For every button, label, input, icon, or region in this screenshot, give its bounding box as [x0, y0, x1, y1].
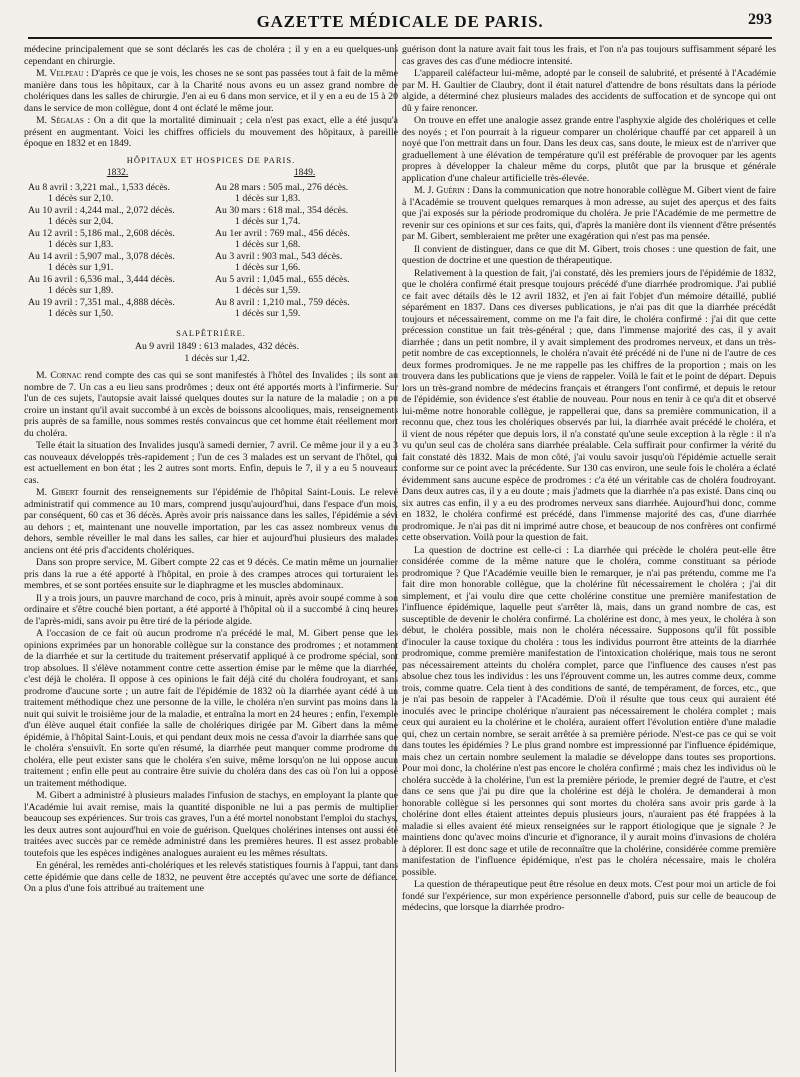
paragraph: médecine principalement que se sont déclarés les cas de choléra ; il y en a eu quelques-uns cependant en chirurgie.: [24, 44, 398, 67]
stats-row: [24, 274, 398, 297]
left-column: [24, 44, 398, 1074]
stats-1849-entry: Au 1er avril : 769 mal., 456 décès.: [215, 227, 350, 239]
stats-row: [24, 205, 398, 228]
stats-row: [24, 228, 398, 251]
speaker-name: M. Gibert: [36, 487, 79, 498]
stats-row: [24, 182, 398, 205]
stats-1832-ratio: 1 décès sur 1,83.: [48, 239, 114, 250]
stats-row: [24, 297, 398, 320]
stats-1832-ratio: 1 décès sur 2,04.: [48, 216, 114, 227]
stats-1849-entry: Au 3 avril : 903 mal., 543 décès.: [215, 250, 343, 262]
right-column: [402, 44, 776, 1074]
stats-1832-entry: Au 14 avril : 5,907 mal., 3,078 décès.: [28, 250, 175, 262]
stats-1849-entry: Au 8 avril : 1,210 mal., 759 décès.: [215, 296, 350, 308]
stats-1832-entry: Au 16 avril : 6,536 mal., 3,444 décès.: [28, 273, 175, 285]
paragraph: Il y a trois jours, un pauvre marchand de coco, pris à minuit, après avoir soupé comme à son ordinaire et s'être couché bien portant, a été apporté à l'hôpital où il a succombé à cinq heures de l'après-midi, sans avoir pu être tiré de la période algide.: [24, 592, 398, 627]
paragraph-text: fournit des renseignements sur l'épidémie de l'hôpital Saint-Louis. Le relevé administratif qui commence au 10 mars, comprend jusqu'aujourd'hui, dans l'espace d'un mois, par conséquent, 60 cas et 36 décès. Après avoir pris naissance dans les salles, l'épidémie a sévi au dehors ; et, maintenant une nouvelle importation, par les cas assez nombreux venus du dehors, semble réveiller le mal dans les salles, car hier et aujourd'hui plusieurs des malades anciens ont été pris d'accidents cholériques.: [24, 487, 398, 556]
paragraph-text: rend compte des cas qui se sont manifestés à l'hôtel des Invalides ; ils sont au nombre de 7. Un cas a eu lieu sans prodrômes ; deux ont été apportés morts à l'infirmerie. Sur l'un de ces sujets, l'autopsie avait laissé quelques doutes sur la nature de la maladie ; on a pu croire un instant qu'il avait succombé à un excès de boissons alcooliques, mais, renseignements pris auprès de sa famille, nous sommes restés convaincus que cet homme était réellement mort du choléra.: [24, 370, 398, 439]
stats-1832-entry: Au 8 avril : 3,221 mal., 1,533 décès.: [28, 181, 170, 193]
paragraph: [24, 487, 398, 556]
paragraph: En général, les remèdes anti-cholériques et les relevés statistiques fournis à l'appui, tant dans cette épidémie que dans celle de 1832, ne peuvent être acceptés qu'avec une sorte de défiance. On a plus d'une fois attribué au traitement une: [24, 860, 398, 894]
paragraph: guérison dont la nature avait fait tous les frais, et l'on n'a pas toujours suffisamment séparé les cas graves des cas d'une médiocre intensité.: [402, 44, 776, 67]
paragraph: [402, 185, 776, 243]
paragraph: [24, 370, 398, 439]
stats-table: [24, 182, 398, 320]
page-header: [28, 4, 772, 40]
paragraph: [24, 68, 398, 114]
paragraph: La question de thérapeutique peut être résolue en deux mots. C'est pour moi un article de foi fondé sur l'expérience, sur mon expérience personnelle d'abord, puis sur celle de beaucoup de médecins, que lorsque la diarrhée prodro-: [402, 879, 776, 913]
stats-1849-ratio: 1 décès sur 1,59.: [235, 308, 301, 319]
stats-1849-ratio: 1 décès sur 1,59.: [235, 285, 301, 296]
stats-1832-entry: Au 19 avril : 7,351 mal., 4,888 décès.: [28, 296, 175, 308]
salpetriere-title: SALPÊTRIÈRE.: [176, 327, 246, 338]
year-1849: 1849.: [293, 168, 316, 178]
stats-1832-ratio: 1 décès sur 1,50.: [48, 308, 114, 319]
paragraph: Relativement à la question de fait, j'ai constaté, dès les premiers jours de l'épidémie de 1832, que le choléra confirmé était presque toujours précédé d'une diarrhée prodromique. J'ai publié ce fait avec détails dès le 12 avril 1832, et j'en ai fait l'objet d'un mémoire détaillé, publié séparément en 1837. Dans ces diverses publications, je n'ai pas dit que la diarrhée précédât toujours et nécessairement, comme on me l'a fait dire, le choléra confirmé : j'ai dit que cette précession constitue un fait très-général ; que, dans l'immense majorité des cas, il y avait diarrhée ; dans un petit nombre, il y avait simplement des prodromes nerveux, et dans un très-petit nombre de cas exceptionnels, le choléra n'avait été précédé ni de l'une ni de l'autre de ces deux formes prodromiques. Je ne me rappelle pas les chiffres de la proportion ; mais on les trouvera dans les publications que je viens de rappeler. Voilà le fait et le point de départ. Depuis lors un très-grand nombre de médecins français et étrangers l'ont confirmé, et depuis le retour de l'épidémie, son évidence s'est établie de nouveau. Pour nous en tenir à ce qu'a dit et observé lui-même notre honorable collègue, je rappellerai que, dans sa première communication, il a reconnu que, chez tous les cholériques observés par lui, la diarrhée avait précédé le choléra, et il vient de nous répéter que depuis lors, il n'a constaté qu'une seule exception à la règle : il n'a vu qu'un seul cas de choléra sans diarrhée préalable. Cela suffirait pour confirmer la vérité du fait constaté dès 1832. Mais de mon côté, j'ai voulu savoir jusqu'où l'épidémie actuelle serait conforme sur ce point avec la précédente. Sur 130 cas environ, une seule fois le choléra a éclaté évidemment sans aucune espèce de prodromes : c'a été un véritable cas de choléra foudroyant. Dans deux autres cas, il y a eu doute ; mais j'admets que la diarrhée n'a pas existé. Dans cinq ou six autres cas enfin, il y a eu des prodromes nerveux sans diarrhée. Aujourd'hui donc, comme en 1832, le choléra confirmé est précédé, dans l'immense majorité des cas, d'une diarrhée prodromique. Je n'ai pas dit ni imprimé autre chose, et beaucoup de nos confrères ont confirmé cette observation. Voilà pour la question de fait.: [402, 267, 776, 543]
speaker-name: M. Velpeau: [36, 68, 84, 79]
stats-table-header: [24, 168, 398, 180]
stats-1832-ratio: 1 décès sur 1,89.: [48, 285, 114, 296]
paragraph-text: : On a dit que la mortalité diminuait ; cela n'est pas exact, elle a été jusqu'à présent en augmentant. Voici les chiffres officiels du mouvement des hôpitaux, à pareille époque en 1832 et en 1849.: [24, 115, 398, 149]
stats-table-title: HÔPITAUX ET HOSPICES DE PARIS.: [126, 154, 296, 165]
stats-1832-entry: Au 10 avril : 4,244 mal., 2,072 décès.: [28, 204, 175, 216]
stats-1849-ratio: 1 décès sur 1,68.: [235, 239, 301, 250]
stats-1849-entry: Au 28 mars : 505 mal., 276 décès.: [215, 181, 349, 193]
running-title: GAZETTE MÉDICALE DE PARIS.: [256, 12, 544, 31]
paragraph: L'appareil caléfacteur lui-même, adopté par le conseil de salubrité, et présenté à l'Académie par M. H. Gaultier de Claubry, dont il était naturel d'attendre de bons résultats dans la période algide, a déterminé chez plusieurs malades des accidents de suffocation et de syncope qui ont dû y faire renoncer.: [402, 68, 776, 114]
stats-1849-ratio: 1 décès sur 1,74.: [235, 216, 301, 227]
paragraph: Il convient de distinguer, dans ce que dit M. Gibert, trois choses : une question de fait, une question de doctrine et une question de thérapeutique.: [402, 243, 776, 266]
paragraph: La question de doctrine est celle-ci : La diarrhée qui précède le choléra peut-elle être considérée comme de la même nature que le choléra, comme constituant sa période prodromique ? Que l'Académie veuille bien le remarquer, je n'ai pas prétendu, comme me l'a fait dire mon honorable collègue, que la cholérine fût nécessairement le choléra ; j'ai dit simplement, et j'ai voulu dire que cette cholérine constitue une première manifestation de l'influence épidémique, laquelle peut s'arrêter là, mais, dans un grand nombre de cas, est susceptible de devenir le choléra confirmé. La cholérine est donc, à mes yeux, le choléra à son début, le choléra possible, mais non le choléra nécessaire. Supposons qu'il fût possible d'inoculer la cause toxique du choléra : tous les individus pourront être atteints de la diarrhée prodromique, comme première manifestation de l'intoxication cholérique, mais tous ne seront pas nécessairement atteints du choléra complet, parce que l'influence des causes n'est pas absolue chez tous les individus : les uns l'éprouvent comme un, les autres comme deux, comme trois, comme quatre. Cela tient à des conditions de santé, de tempérament, de forces, etc., que je n'ai pas besoin de rappeler à l'Académie. D'où il résulte que tous ceux qui auraient été inoculés avec le principe cholérique n'auraient pas nécessairement le choléra complet ; mais ceux qui auraient eu la cholérine et le choléra, auraient offert l'évolution entière d'une maladie qui, chez un certain nombre, se serait arrêtée à sa première période. N'est-ce pas ce qui se voit dans toutes les épidémies ? Le plus grand nombre est impressionné par l'influence épidémique, mais chez un certain nombre seulement la maladie se développe dans toutes ses proportions. Pour moi donc, la cholérine n'est pas encore le choléra confirmé ; mais chez les individus où le choléra succède à la cholérine, l'un est la première période, le premier degré de l'autre, et c'est dans ce sens que j'ai pu dire que la cholérine est déjà le choléra. Je demanderai à mon honorable collègue si les personnes qui sont mortes du choléra sans avoir pris garde à la cholérine dont elles étaient atteintes depuis plusieurs jours, n'auraient pas été frappées à la maladie si elles avaient été mieux renseignées sur le rapport étiologique que je signale ? Je maintiens donc qu'avec moins d'incurie et d'ignorance, il y aurait moins d'invasions de choléra à déplorer. Il est donc sage et utile de reconnaître que la cholérine, considérée comme première manifestation de l'influence épidémique, n'est pas le choléra nécessaire, mais le choléra possible.: [402, 544, 776, 878]
salpetriere-ratio: 1 décès sur 1,42.: [184, 352, 250, 364]
stats-1849-ratio: 1 décès sur 1,66.: [235, 262, 301, 273]
stats-1832-ratio: 1 décès sur 1,91.: [48, 262, 114, 273]
column-divider: [395, 44, 396, 1072]
salpetriere-stats: Au 9 avril 1849 : 613 malades, 432 décès.: [134, 341, 300, 352]
stats-1832-entry: Au 12 avril : 5,186 mal., 2,608 décès.: [28, 227, 175, 239]
stats-1849-entry: Au 30 mars : 618 mal., 354 décès.: [215, 204, 349, 216]
paragraph: M. Gibert a administré à plusieurs malades l'infusion de stachys, en employant la plante que l'Académie lui avait remise, mais la quantité disponible ne lui a pas permis de multiplier beaucoup ses expériences. Sur trois cas graves, l'un a été mortel nonobstant l'emploi du stachys, les deux autres sont aujourd'hui en voie de guérison. Quelques cholérines intenses ont aussi été traitées avec succès par ce remède administré dans les premières heures. Il est assez probable toutefois que les espèces indigènes analogues auraient eu les mêmes résultats.: [24, 790, 398, 859]
paragraph-text: : D'après ce que je vois, les choses ne se sont pas passées tout à fait de la même manière dans tous les hôpitaux, car à la Charité nous avons eu un assez grand nombre de cholériques dans les salles de chirurgie. J'en ai eu 6 dans mon service, et il y en a eu de 15 à 20 dans le service de mon collègue, dont 4 ont éclaté le même jour.: [24, 68, 398, 114]
stats-1849-ratio: 1 décès sur 1,83.: [235, 193, 301, 204]
speaker-name: M. Cornac: [36, 370, 82, 381]
stats-1849-entry: Au 5 avril : 1,045 mal., 655 décès.: [215, 273, 350, 285]
speaker-name: M. J. Guérin: [414, 185, 465, 196]
paragraph: On trouve en effet une analogie assez grande entre l'asphyxie algide des cholériques et celle des noyés ; et l'on pourrait à la rigueur comparer un cholérique chauffé par cet appareil à un noyé que l'on mettrait dans un four. Dans les deux cas, sans doute, le mieux est de n'arriver que graduellement à une élévation de température qu'il est préférable de provoquer par les agents propres à développer la chaleur même du corps, plutôt que par la brusque et générale application d'une chaleur artificielle très-élevée.: [402, 115, 776, 184]
header-rule: [28, 37, 772, 39]
paragraph: Telle était la situation des Invalides jusqu'à samedi dernier, 7 avril. Ce même jour il y a eu 3 cas nouveaux développés très-rapidement ; l'un de ces 3 malades est un servant de l'hôtel, qui est actuellement en bon état ; les 2 autres sont morts. Enfin, depuis le 7, il y a eu 5 nouveaux cas.: [24, 440, 398, 486]
page-number: 293: [748, 11, 772, 28]
stats-1832-ratio: 1 décès sur 2,10.: [48, 193, 114, 204]
year-1832: 1832.: [106, 168, 129, 178]
stats-row: [24, 251, 398, 274]
paragraph: Dans son propre service, M. Gibert compte 22 cas et 9 décès. Ce matin même un journalier pris dans la rue a été apporté à l'hôpital, en proie à des crampes atroces qui torturaient les membres, et se sont portées ensuite sur le diaphragme et les muscles abdominaux.: [24, 557, 398, 591]
paragraph: A l'occasion de ce fait où aucun prodrome n'a précédé le mal, M. Gibert pense que les opinions exprimées par un honorable collègue sur la constance des prodromes ; et notamment de la diarrhée et sur la certitude du traitement préservatif appliqué à ce prodrome spécial, sont trop absolues. Il s'élève notamment contre cette assertion émise par le même que la diarrhée, c'est déjà le choléra. Il oppose à ces opinions le fait déjà cité du choléra foudroyant, et sans prodrome d'aucune sorte ; un autre fait de l'épidémie de 1832 où la diarrhée ayant cédé à un traitement méthodique chez une personne de la ville, le choléra n'en survint pas moins dans la nuit qui suivit le troisième jour de la maladie, et entraîna la mort en 24 heures ; enfin, l'exemple d'un élève auquel était confiée la salle de cholériques dirigée par M. Gibert dans la même épidémie, à l'hôpital Saint-Louis, et qui pendant deux mois ne cessa d'avoir la diarrhée sans que le choléra s'ensuivît. En sorte qu'en résumé, la diarrhée peut manquer comme prodrome du choléra, elle peut exister sans que le choléra s'en suive, même lorsqu'on ne lui oppose aucun traitement ; enfin elle peut au contraire être suivie du choléra dans des cas où l'on lui a opposé un traitement méthodique.: [24, 628, 398, 789]
paragraph-text: : Dans la communication que notre honorable collègue M. Gibert vient de faire à l'Académie se trouvent quelques remarques à mon adresse, au sujet des aperçus et des faits que j'ai exposés sur la période prodromique du choléra. Je prie l'Académie de me permettre de revenir sur ces opinions et sur ces faits, qui, d'après la manière dont ils viennent d'être présentés par M. Gibert, sembleraient me prêter une exagération qui n'est pas ma pensée.: [402, 185, 776, 242]
speaker-name: M. Ségalas: [36, 115, 84, 126]
paragraph: [24, 115, 398, 150]
